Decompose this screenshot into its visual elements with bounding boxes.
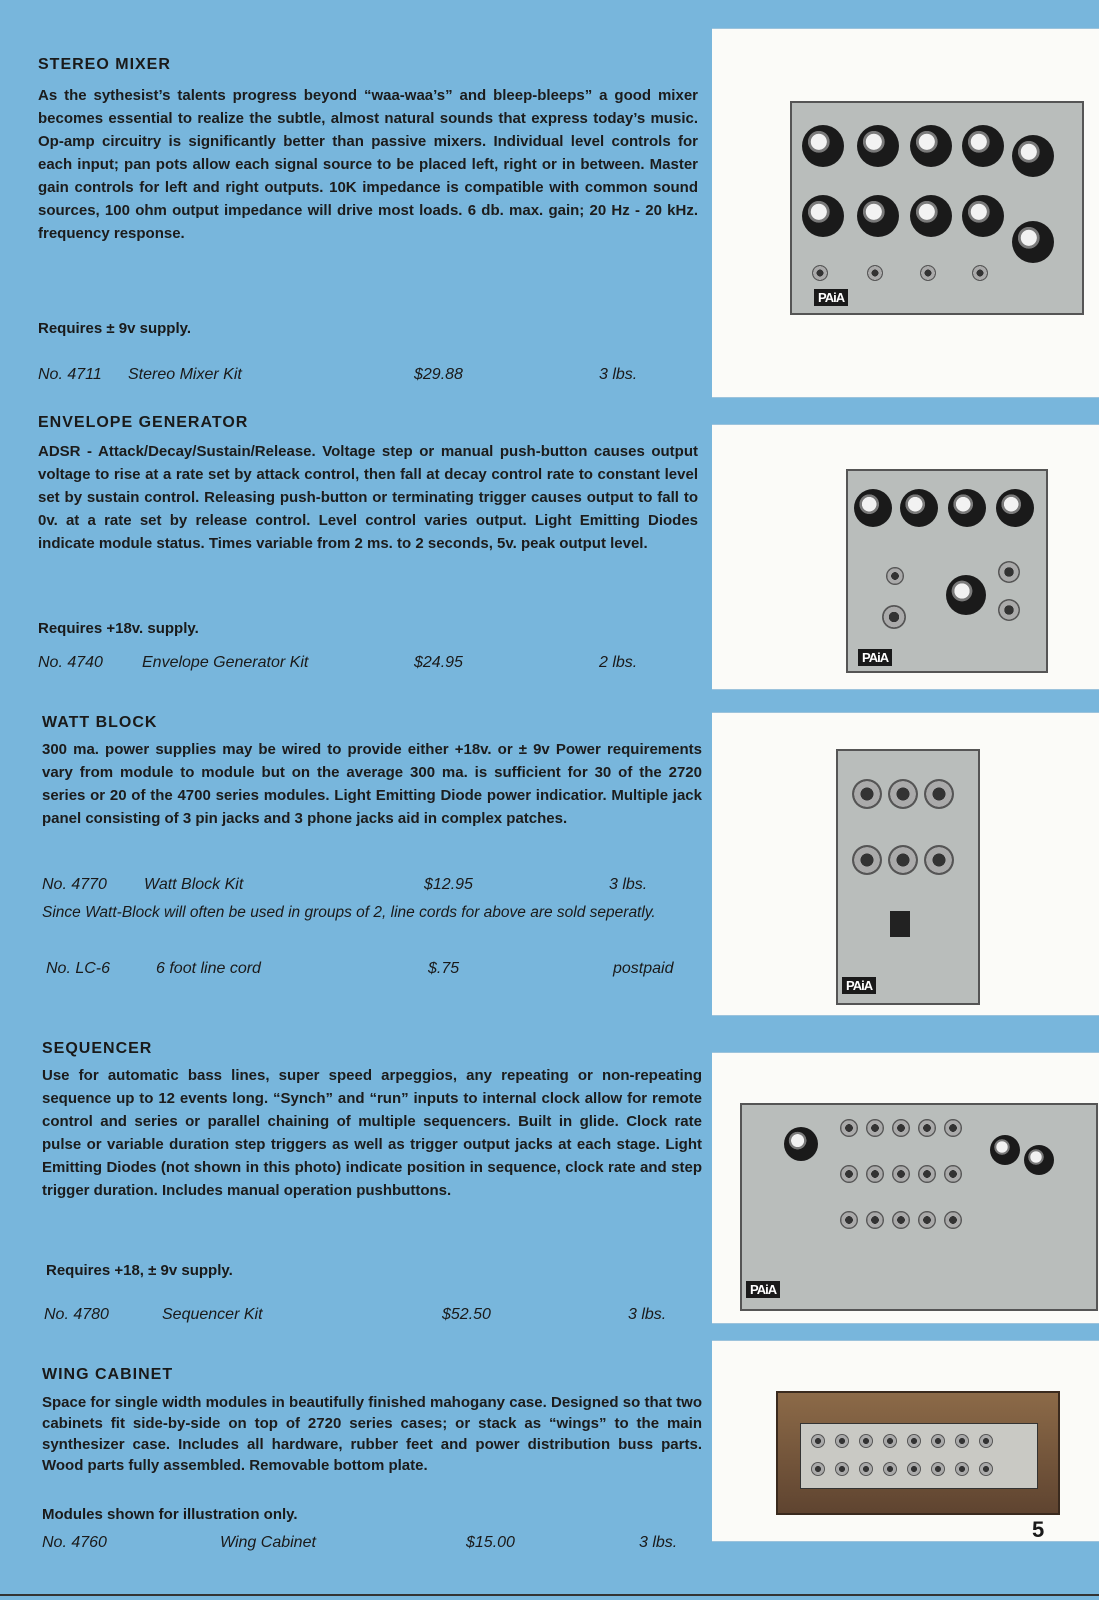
jack-icon (972, 265, 988, 281)
jack-icon (859, 1462, 873, 1476)
section-description: Space for single width modules in beautifully finished mahogany case. Designed so that two cabinets fit side-by-side on top of 2720 series cases; or stack as “wings” to the main synthesizer case. Includes all hardware, rubber feet and power distribution buss parts. Wood parts fully assembled. Removable bottom plate. (42, 1394, 702, 1474)
mahogany-cabinet (776, 1391, 1060, 1515)
jack-icon (888, 845, 918, 875)
jack-icon (883, 1434, 897, 1448)
price: $12.95 (424, 876, 473, 893)
jack-icon (859, 1434, 873, 1448)
section-title: SEQUENCER (42, 1040, 153, 1057)
sequencer-panel (740, 1103, 1098, 1311)
jack-icon (811, 1434, 825, 1448)
sequencer-photo (712, 1052, 1099, 1324)
jack-icon (944, 1211, 962, 1229)
mixer-panel (790, 101, 1084, 315)
knob-icon (857, 195, 899, 237)
product-name: Envelope Generator Kit (142, 654, 309, 671)
knob-icon (990, 1135, 1020, 1165)
jack-icon (979, 1462, 993, 1476)
product-name: Sequencer Kit (162, 1306, 263, 1323)
jack-icon (866, 1165, 884, 1183)
power-switch-icon (890, 911, 910, 937)
order-line (42, 1534, 702, 1556)
order-line (42, 876, 702, 898)
jack-icon (866, 1211, 884, 1229)
knob-icon (802, 195, 844, 237)
jack-icon (883, 1462, 897, 1476)
weight: postpaid (613, 960, 674, 977)
product-name: Watt Block Kit (144, 876, 244, 893)
product-name: Wing Cabinet (220, 1534, 316, 1551)
jack-icon (918, 1211, 936, 1229)
jack-icon (866, 1119, 884, 1137)
supply-requirement: Requires +18v. supply. (38, 620, 199, 637)
catalog-number: No. 4740 (38, 654, 103, 671)
catalog-number: No. 4770 (42, 876, 107, 893)
knob-icon (962, 125, 1004, 167)
supply-requirement: Requires +18, ± 9v supply. (46, 1262, 233, 1279)
jack-icon (811, 1462, 825, 1476)
jack-icon (955, 1462, 969, 1476)
jack-icon (812, 265, 828, 281)
envelope-panel (846, 469, 1048, 673)
jack-icon (840, 1119, 858, 1137)
jack-icon (979, 1434, 993, 1448)
knob-icon (1012, 221, 1054, 263)
order-line (38, 654, 698, 676)
weight: 3 lbs. (628, 1306, 667, 1323)
knob-icon (948, 489, 986, 527)
cabinet-module-panel (800, 1423, 1038, 1489)
catalog-number: No. 4780 (44, 1306, 109, 1323)
price: $24.95 (414, 654, 463, 671)
order-line (44, 1306, 704, 1328)
illustration-note: Modules shown for illustration only. (42, 1506, 298, 1523)
section-description: ADSR - Attack/Decay/Sustain/Release. Voltage step or manual push-button causes output voltage to rise at a rate set by attack control, then fall at decay control rate to constant level set by sustain control. Releasing push-button or terminating trigger causes output to fall to 0v. at a rate set by release control. Level control varies output. Light Emitting Diodes indicate module status. Times variable from 2 ms. to 2 seconds, 5v. peak output level. (38, 443, 698, 552)
jack-icon (840, 1211, 858, 1229)
jack-icon (835, 1434, 849, 1448)
section-description: Use for automatic bass lines, super speed arpeggios, any repeating or non-repeating sequence up to 12 events long. “Synch” and “run” inputs to internal clock allow for remote control and series or parallel chaining of multiple sequencers. Built in glide. Clock rate pulse or variable duration step triggers as well as trigger output jacks at each stage. Light Emitting Diodes (not shown in this photo) indicate position in sequence, clock rate and step trigger duration. Includes manual operation pushbuttons. (42, 1067, 702, 1199)
knob-icon (1012, 135, 1054, 177)
jack-icon (892, 1165, 910, 1183)
jack-icon (892, 1211, 910, 1229)
knob-icon (802, 125, 844, 167)
product-name: Stereo Mixer Kit (128, 366, 242, 383)
section-title: ENVELOPE GENERATOR (38, 414, 249, 431)
order-line (38, 366, 698, 388)
knob-icon (910, 125, 952, 167)
paia-logo: PAiA (814, 289, 848, 306)
jack-icon (931, 1434, 945, 1448)
price: $15.00 (466, 1534, 515, 1551)
jack-icon (886, 567, 904, 585)
watt-block-photo (712, 712, 1099, 1016)
jack-icon (931, 1462, 945, 1476)
watt-block-panel (836, 749, 980, 1005)
price: $52.50 (442, 1306, 491, 1323)
line-cord-note: Since Watt-Block will often be used in groups of 2, line cords for above are sold seperatly. (42, 904, 656, 921)
product-name: 6 foot line cord (156, 960, 261, 977)
section-title: WATT BLOCK (42, 714, 158, 731)
jack-icon (835, 1462, 849, 1476)
section-title: STEREO MIXER (38, 56, 171, 73)
weight: 3 lbs. (609, 876, 648, 893)
jack-icon (924, 779, 954, 809)
jack-icon (840, 1165, 858, 1183)
weight: 3 lbs. (599, 366, 638, 383)
jack-icon (924, 845, 954, 875)
jack-icon (920, 265, 936, 281)
knob-icon (996, 489, 1034, 527)
supply-requirement: Requires ± 9v supply. (38, 320, 192, 337)
stereo-mixer-photo (712, 28, 1099, 398)
jack-icon (998, 599, 1020, 621)
page-number: 5 (1032, 1517, 1045, 1542)
jack-icon (955, 1434, 969, 1448)
section-description: 300 ma. power supplies may be wired to provide either +18v. or ± 9v Power requirements vary from module to module but on the average 300 ma. is sufficient for 30 of the 2720 series or 20 of the 4700 series modules. Light Emitting Diode power indicatior. Multiple jack panel consisting of 3 pin jacks and 3 phone jacks aid in complex patches. (42, 741, 702, 827)
jack-icon (852, 779, 882, 809)
paia-logo: PAiA (858, 649, 892, 666)
weight: 3 lbs. (639, 1534, 678, 1551)
jack-icon (944, 1165, 962, 1183)
price: $29.88 (414, 366, 463, 383)
weight: 2 lbs. (599, 654, 638, 671)
paia-logo: PAiA (842, 977, 876, 994)
knob-icon (1024, 1145, 1054, 1175)
knob-icon (900, 489, 938, 527)
jack-icon (907, 1462, 921, 1476)
section-description: As the sythesist’s talents progress beyond “waa-waa’s” and bleep-bleeps” a good mixer becomes essential to realize the subtle, almost natural sounds that express today’s music. Op-amp circuitry is significantly better than passive mixers. Individual level controls for each input; pan pots allow each signal source to be placed left, right or in between. Master gain controls for left and right outputs. 10K impedance is compatible with common sound sources, 100 ohm output impedance will drive most loads. 6 db. max. gain; 20 Hz - 20 kHz. frequency response. (38, 87, 698, 242)
catalog-number: No. LC-6 (46, 960, 111, 977)
price: $.75 (428, 960, 460, 977)
jack-icon (888, 779, 918, 809)
jack-icon (907, 1434, 921, 1448)
paia-logo: PAiA (746, 1281, 780, 1298)
envelope-generator-photo (712, 424, 1099, 690)
jack-icon (918, 1165, 936, 1183)
jack-icon (867, 265, 883, 281)
knob-icon (857, 125, 899, 167)
knob-icon (784, 1127, 818, 1161)
jack-icon (852, 845, 882, 875)
knob-icon (946, 575, 986, 615)
order-line (46, 960, 706, 982)
knob-icon (962, 195, 1004, 237)
jack-icon (944, 1119, 962, 1137)
jack-icon (918, 1119, 936, 1137)
jack-icon (892, 1119, 910, 1137)
section-title: WING CABINET (42, 1366, 174, 1383)
wing-cabinet-photo (712, 1340, 1099, 1542)
jack-icon (998, 561, 1020, 583)
catalog-number: No. 4760 (42, 1534, 107, 1551)
catalog-number: No. 4711 (38, 366, 102, 383)
knob-icon (854, 489, 892, 527)
page-bottom-rule (0, 1594, 1099, 1596)
knob-icon (910, 195, 952, 237)
pushbutton-icon (882, 605, 906, 629)
